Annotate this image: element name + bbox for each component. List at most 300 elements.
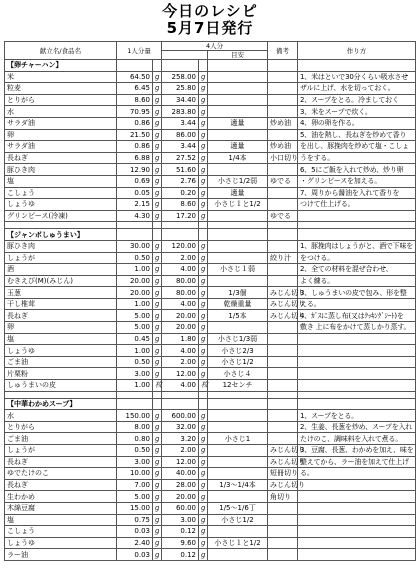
ingredient-name: 塩 [5, 175, 117, 187]
ingredient-name: とりがら [5, 94, 117, 106]
method-line: 敷き 上に布をかけて蒸しかり蒸す。 [298, 322, 416, 334]
per-person-amount: 0.03 [117, 549, 153, 561]
four-person-unit: g [199, 445, 208, 457]
guide-text [208, 526, 268, 538]
four-person-amount: 2.00 [162, 252, 199, 264]
ingredient-name: 卵 [5, 129, 117, 141]
four-person-unit: g [199, 275, 208, 287]
section-spacer [5, 222, 416, 229]
per-person-unit: g [153, 71, 162, 83]
four-person-unit: g [199, 433, 208, 445]
four-person-unit: g [199, 368, 208, 380]
guide-text [208, 71, 268, 83]
remark-text [268, 514, 298, 526]
ingredient-row [5, 514, 416, 526]
per-person-amount: 150.00 [117, 410, 153, 422]
method-line: を出し、豚挽肉を炒めて塩・こしょ [298, 141, 416, 153]
recipe-table [4, 41, 416, 561]
ingredient-row [5, 287, 416, 299]
col-header-remarks: 備考 [268, 42, 298, 60]
col-header-guide: 目安 [208, 51, 268, 60]
ingredient-row [5, 106, 416, 118]
ingredient-row [5, 345, 416, 357]
guide-text [208, 210, 268, 222]
method-line: る。 [298, 468, 416, 480]
guide-text [208, 445, 268, 457]
method-line: 7、周りから醤油を入れて香りを [298, 187, 416, 199]
ingredient-name: サラダ油 [5, 141, 117, 153]
per-person-unit: g [153, 152, 162, 164]
ingredient-name: 生わかめ [5, 491, 117, 503]
method-line: つけて仕上げる。 [298, 199, 416, 211]
method-line: 2、生姜、長葱を炒め、スープを入れ [298, 421, 416, 433]
guide-text: 小さじ1/2弱 [208, 175, 268, 187]
ingredient-name: グリンピース(冷凍) [5, 210, 117, 222]
per-person-unit: g [153, 83, 162, 95]
four-person-unit: g [199, 549, 208, 561]
ingredient-name: 長ねぎ [5, 456, 117, 468]
remark-text [268, 356, 298, 368]
ingredient-row [5, 468, 416, 480]
ingredient-name: ごま油 [5, 433, 117, 445]
per-person-unit: g [153, 549, 162, 561]
four-person-unit: g [199, 333, 208, 345]
ingredient-name: 木綿豆腐 [5, 502, 117, 514]
remark-text [268, 537, 298, 549]
remark-text [268, 333, 298, 345]
four-person-unit: g [199, 164, 208, 176]
ingredient-row [5, 421, 416, 433]
four-person-unit: g [199, 117, 208, 129]
method-line [298, 356, 416, 368]
four-person-unit: g [199, 310, 208, 322]
issue-date: 5月7日発行 [166, 19, 254, 37]
per-person-unit: g [153, 252, 162, 264]
per-person-unit: g [153, 526, 162, 538]
ingredient-name: ラー油 [5, 549, 117, 561]
method-line: ザルに上げ、水を切っておく。 [298, 83, 416, 95]
method-line: 6、5にご飯を入れて炒め、炒り卵 [298, 164, 416, 176]
four-person-unit: g [199, 345, 208, 357]
per-person-unit: g [153, 210, 162, 222]
ingredient-row [5, 380, 416, 392]
remark-text: みじん切り [268, 287, 298, 299]
four-person-amount: 4.00 [162, 380, 199, 392]
per-person-amount: 0.69 [117, 175, 153, 187]
four-person-amount: 9.60 [162, 537, 199, 549]
remark-text [268, 322, 298, 334]
remark-text [268, 380, 298, 392]
guide-text: 小さじ1 [208, 433, 268, 445]
guide-text: 小さじ４ [208, 368, 268, 380]
per-person-amount: 0.50 [117, 445, 153, 457]
guide-text: 小さじ１と1/2 [208, 537, 268, 549]
method-line [298, 537, 416, 549]
remark-text: みじん切り [268, 310, 298, 322]
guide-text [208, 456, 268, 468]
method-line: 4、ｶﾞｽに蒸し布(又はｸｯｷﾝｸﾞｼｰﾄ)を [298, 310, 416, 322]
ingredient-row [5, 502, 416, 514]
guide-text: 1/5～1/6丁 [208, 502, 268, 514]
ingredient-name: ごま油 [5, 356, 117, 368]
ingredient-row [5, 117, 416, 129]
guide-text [208, 468, 268, 480]
guide-text [208, 549, 268, 561]
guide-text [208, 410, 268, 422]
col-header-four-people: 4人分 [162, 42, 268, 51]
method-line [298, 549, 416, 561]
four-person-unit: g [199, 526, 208, 538]
per-person-unit: g [153, 333, 162, 345]
method-line [298, 380, 416, 392]
section-title: 【ジャンボしゅうまい】 [5, 229, 117, 241]
ingredient-name: こしょう [5, 187, 117, 199]
per-person-unit: g [153, 491, 162, 503]
four-person-unit: g [199, 298, 208, 310]
ingredient-row [5, 433, 416, 445]
per-person-amount: 3.00 [117, 368, 153, 380]
method-line: 1、米はといで30分くらい吸水させ [298, 71, 416, 83]
four-person-unit: g [199, 514, 208, 526]
per-person-amount: 0.45 [117, 333, 153, 345]
four-person-amount: 51.60 [162, 164, 199, 176]
remark-text: みじん切り [268, 445, 298, 457]
ingredient-row [5, 187, 416, 199]
guide-text [208, 94, 268, 106]
ingredient-row [5, 210, 416, 222]
ingredient-row [5, 368, 416, 380]
four-person-unit: g [199, 356, 208, 368]
four-person-amount: 283.80 [162, 106, 199, 118]
four-person-amount: 3.44 [162, 141, 199, 153]
method-line: える。 [298, 298, 416, 310]
per-person-unit: g [153, 368, 162, 380]
ingredient-name: しょうゆ [5, 199, 117, 211]
four-person-amount: 20.00 [162, 310, 199, 322]
remark-text: ゆでる [268, 210, 298, 222]
ingredient-name: 水 [5, 106, 117, 118]
remark-text [268, 433, 298, 445]
ingredient-name: 米 [5, 71, 117, 83]
method-line [298, 502, 416, 514]
guide-text [208, 106, 268, 118]
per-person-amount: 1.00 [117, 380, 153, 392]
per-person-amount: 0.86 [117, 141, 153, 153]
remark-text: 短冊切り [268, 468, 298, 480]
four-person-unit: g [199, 264, 208, 276]
four-person-unit: 枚 [199, 380, 208, 392]
guide-text [208, 164, 268, 176]
method-line: 2、全ての材料を混ぜ合わせ、 [298, 264, 416, 276]
ingredient-name: ゆでたけのこ [5, 468, 117, 480]
per-person-unit: g [153, 298, 162, 310]
four-person-amount: 32.00 [162, 421, 199, 433]
ingredient-row [5, 322, 416, 334]
page-title: 今日のレシピ [162, 2, 258, 20]
per-person-amount: 3.00 [117, 456, 153, 468]
remark-text [268, 240, 298, 252]
ingredient-name: 豚ひき肉 [5, 240, 117, 252]
ingredient-name: 片栗粉 [5, 368, 117, 380]
remark-text [268, 410, 298, 422]
guide-text [208, 491, 268, 503]
method-line: 3、しゅうまいの皮で包み、形を整 [298, 287, 416, 299]
ingredient-row [5, 356, 416, 368]
ingredient-name: しゅうまいの皮 [5, 380, 117, 392]
ingredient-name: 塩 [5, 514, 117, 526]
method-line: 1、豚挽肉はしょうがと、酒で下味を [298, 240, 416, 252]
per-person-amount: 1.00 [117, 298, 153, 310]
four-person-amount: 2.76 [162, 175, 199, 187]
ingredient-name: サラダ油 [5, 117, 117, 129]
four-person-unit: g [199, 410, 208, 422]
four-person-amount: 40.00 [162, 468, 199, 480]
method-line: 2、スープをとる。冷ましておく [298, 94, 416, 106]
per-person-amount: 8.00 [117, 421, 153, 433]
four-person-amount: 600.00 [162, 410, 199, 422]
four-person-unit: g [199, 502, 208, 514]
four-person-amount: 0.20 [162, 187, 199, 199]
four-person-amount: 20.00 [162, 322, 199, 334]
per-person-unit: g [153, 445, 162, 457]
per-person-unit: g [153, 356, 162, 368]
per-person-amount: 0.75 [117, 514, 153, 526]
ingredient-row [5, 129, 416, 141]
remark-text [268, 275, 298, 287]
ingredient-row [5, 240, 416, 252]
four-person-amount: 12.00 [162, 368, 199, 380]
per-person-amount: 2.15 [117, 199, 153, 211]
per-person-amount: 0.80 [117, 433, 153, 445]
remark-text [268, 94, 298, 106]
four-person-unit: g [199, 322, 208, 334]
guide-text: 適量 [208, 117, 268, 129]
per-person-amount: 8.60 [117, 94, 153, 106]
method-line: 3、米をスープで炊く。 [298, 106, 416, 118]
method-line [298, 333, 416, 345]
per-person-unit: g [153, 141, 162, 153]
section-title: 【中華わかめスープ】 [5, 398, 117, 410]
ingredient-row [5, 264, 416, 276]
method-line [298, 526, 416, 538]
ingredient-row [5, 537, 416, 549]
remark-text: 炒め油 [268, 117, 298, 129]
section-title: 【卵チャーハン】 [5, 60, 117, 72]
guide-text [208, 129, 268, 141]
remark-text: ゆでる [268, 175, 298, 187]
per-person-unit: g [153, 421, 162, 433]
remark-text: 炒め油 [268, 141, 298, 153]
four-person-unit: g [199, 187, 208, 199]
ingredient-row [5, 549, 416, 561]
ingredient-name: 長ねぎ [5, 479, 117, 491]
guide-text [208, 421, 268, 433]
remark-text [268, 106, 298, 118]
per-person-amount: 0.86 [117, 117, 153, 129]
per-person-amount: 0.50 [117, 252, 153, 264]
per-person-amount: 2.40 [117, 537, 153, 549]
per-person-unit: g [153, 106, 162, 118]
per-person-amount: 6.88 [117, 152, 153, 164]
ingredient-name: しょうが [5, 252, 117, 264]
ingredient-name: 粒麦 [5, 83, 117, 95]
four-person-amount: 1.80 [162, 333, 199, 345]
four-person-unit: g [199, 479, 208, 491]
four-person-unit: g [199, 199, 208, 211]
remark-text [268, 345, 298, 357]
guide-text [208, 252, 268, 264]
ingredient-row [5, 445, 416, 457]
remark-text: 小口切り [268, 152, 298, 164]
four-person-amount: 86.00 [162, 129, 199, 141]
per-person-unit: g [153, 514, 162, 526]
per-person-unit: g [153, 199, 162, 211]
ingredient-row [5, 199, 416, 211]
per-person-unit: g [153, 456, 162, 468]
four-person-amount: 34.40 [162, 94, 199, 106]
per-person-amount: 15.00 [117, 502, 153, 514]
method-line: 3、豆腐、長葱、わかめを加え、味を [298, 445, 416, 457]
per-person-unit: g [153, 129, 162, 141]
per-person-amount: 7.00 [117, 479, 153, 491]
four-person-amount: 80.00 [162, 287, 199, 299]
col-header-per-person: 1人分量 [117, 42, 162, 60]
four-person-unit: g [199, 152, 208, 164]
four-person-unit: g [199, 456, 208, 468]
remark-text [268, 526, 298, 538]
col-header-name: 献立名/食品名 [5, 42, 117, 60]
per-person-unit: g [153, 240, 162, 252]
per-person-amount: 30.00 [117, 240, 153, 252]
remark-text: 角切り [268, 491, 298, 503]
remark-text: みじん切り [268, 479, 298, 491]
guide-text [208, 322, 268, 334]
four-person-amount: 25.80 [162, 83, 199, 95]
per-person-unit: g [153, 322, 162, 334]
per-person-unit: g [153, 310, 162, 322]
guide-text: 12センチ [208, 380, 268, 392]
method-line [298, 491, 416, 503]
four-person-amount: 17.20 [162, 210, 199, 222]
section-header-row [5, 398, 416, 410]
ingredient-row [5, 71, 416, 83]
guide-text [208, 275, 268, 287]
four-person-amount: 8.60 [162, 199, 199, 211]
per-person-unit: g [153, 117, 162, 129]
four-person-unit: g [199, 240, 208, 252]
method-line: をつける。 [298, 252, 416, 264]
ingredient-row [5, 94, 416, 106]
per-person-unit: 枚 [153, 380, 162, 392]
ingredient-name: とりがら [5, 421, 117, 433]
four-person-amount: 258.00 [162, 71, 199, 83]
per-person-amount: 70.95 [117, 106, 153, 118]
ingredient-row [5, 252, 416, 264]
guide-text: 小さじ1/2 [208, 356, 268, 368]
four-person-amount: 3.20 [162, 433, 199, 445]
ingredient-row [5, 141, 416, 153]
guide-text: 1/4本 [208, 152, 268, 164]
per-person-amount: 5.00 [117, 310, 153, 322]
four-person-amount: 4.00 [162, 264, 199, 276]
ingredient-name: むきえび(M)(みじん) [5, 275, 117, 287]
remark-text [268, 199, 298, 211]
ingredient-name: こしょう [5, 526, 117, 538]
ingredient-name: 長ねぎ [5, 152, 117, 164]
four-person-unit: g [199, 141, 208, 153]
four-person-unit: g [199, 129, 208, 141]
four-person-amount: 120.00 [162, 240, 199, 252]
remark-text [268, 71, 298, 83]
guide-text: 小さじ１と1/2 [208, 199, 268, 211]
guide-text: 1/3～1/4本 [208, 479, 268, 491]
method-line [298, 210, 416, 222]
ingredient-name: 長ねぎ [5, 310, 117, 322]
four-person-unit: g [199, 210, 208, 222]
method-line: 整えてから、ラー油を加えて仕上げ [298, 456, 416, 468]
per-person-amount: 12.90 [117, 164, 153, 176]
per-person-amount: 0.50 [117, 356, 153, 368]
guide-text: 乾燥重量 [208, 298, 268, 310]
method-line: 5、油を熱し、長ねぎを炒めて香り [298, 129, 416, 141]
remark-text [268, 187, 298, 199]
ingredient-row [5, 310, 416, 322]
ingredient-row [5, 526, 416, 538]
ingredient-row [5, 275, 416, 287]
remark-text [268, 368, 298, 380]
method-line [298, 345, 416, 357]
per-person-unit: g [153, 502, 162, 514]
ingredient-row [5, 333, 416, 345]
ingredient-row [5, 479, 416, 491]
per-person-unit: g [153, 275, 162, 287]
four-person-amount: 0.12 [162, 549, 199, 561]
four-person-unit: g [199, 252, 208, 264]
ingredient-row [5, 298, 416, 310]
ingredient-name: 玉葱 [5, 287, 117, 299]
ingredient-name: 豚ひき肉 [5, 164, 117, 176]
method-line: 4、卵の卵を作る。 [298, 117, 416, 129]
ingredient-row [5, 152, 416, 164]
per-person-unit: g [153, 264, 162, 276]
four-person-amount: 80.00 [162, 275, 199, 287]
per-person-amount: 6.45 [117, 83, 153, 95]
four-person-unit: g [199, 71, 208, 83]
per-person-amount: 21.50 [117, 129, 153, 141]
four-person-unit: g [199, 421, 208, 433]
four-person-unit: g [199, 468, 208, 480]
guide-text: 小さじ2/3 [208, 345, 268, 357]
ingredient-row [5, 410, 416, 422]
ingredient-name: 酒 [5, 264, 117, 276]
four-person-amount: 3.44 [162, 117, 199, 129]
four-person-amount: 2.00 [162, 356, 199, 368]
ingredient-row [5, 175, 416, 187]
ingredient-name: 卵 [5, 322, 117, 334]
guide-text: 適量 [208, 141, 268, 153]
per-person-amount: 10.00 [117, 468, 153, 480]
remark-text [268, 421, 298, 433]
per-person-amount: 5.00 [117, 491, 153, 503]
method-line: たけのこ、調味料を入れて煮る。 [298, 433, 416, 445]
ingredient-name: しょうゆ [5, 537, 117, 549]
ingredient-name: しょうが [5, 445, 117, 457]
remark-text [268, 549, 298, 561]
four-person-amount: 60.00 [162, 502, 199, 514]
remark-text [268, 83, 298, 95]
remark-text: 絞り汁 [268, 252, 298, 264]
col-header-method: 作り方 [298, 42, 416, 60]
